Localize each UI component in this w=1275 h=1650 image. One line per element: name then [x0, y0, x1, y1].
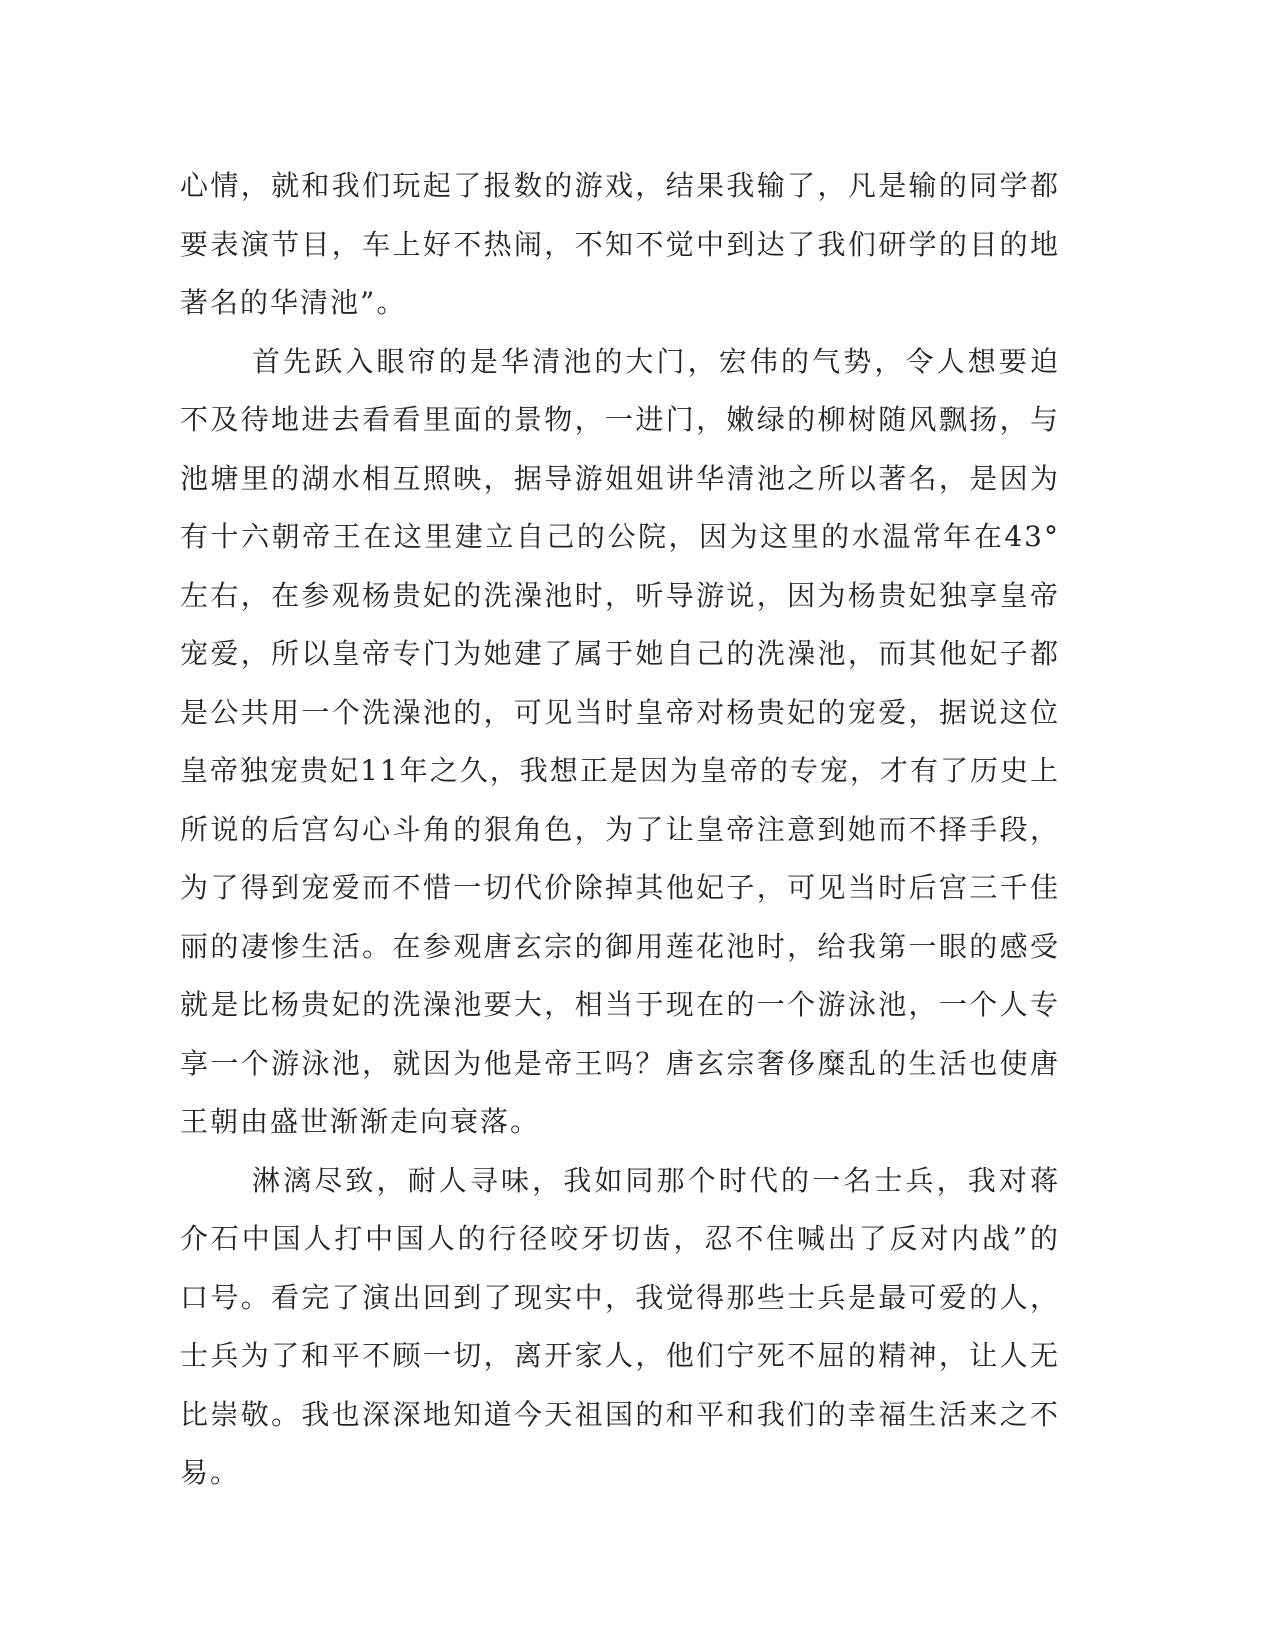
paragraph-1: 心情，就和我们玩起了报数的游戏，结果我输了，凡是输的同学都要表演节目，车上好不热闹，不知不觉中到达了我们研学的目的地著名的华清池”。 — [180, 169, 1060, 319]
paragraph-3: 淋漓尽致，耐人寻味，我如同那个时代的一名士兵，我对蒋介石中国人打中国人的行径咬牙切齿，忍不住喊出了反对内战”的口号。看完了演出回到了现实中，我觉得那些士兵是最可爱的人，士兵为了和平不顾一切，离开家人，他们宁死不屈的精神，让人无比崇敬。我也深深地知道今天祖国的和平和我们的幸福生活来之不易。 — [180, 1163, 1060, 1489]
paragraph-2: 首先跃入眼帘的是华清池的大门，宏伟的气势，令人想要迫不及待地进去看看里面的景物，一进门，嫩绿的柳树随风飘扬，与池塘里的湖水相互照映，据导游姐姐讲华清池之所以著名，是因为有十六朝帝王在这里建立自己的公院，因为这里的水温常年在43°左右，在参观杨贵妃的洗澡池时，听导游说，因为杨贵妃独享皇帝宠爱，所以皇帝专门为她建了属于她自己的洗澡池，而其他妃子都是公共用一个洗澡池的，可见当时皇帝对杨贵妃的宠爱，据说这位皇帝独宠贵妃11年之久，我想正是因为皇帝的专宠，才有了历史上所说的后宫勾心斗角的狠角色，为了让皇帝注意到她而不择手段，为了得到宠爱而不惜一切代价除掉其他妃子，可见当时后宫三千佳丽的凄惨生活。在参观唐玄宗的御用莲花池时，给我第一眼的感受就是比杨贵妃的洗澡池要大，相当于现在的一个游泳池，一个人专享一个游泳池，就因为他是帝王吗？唐玄宗奢侈糜乱的生活也使唐王朝由盛世渐渐走向衰落。 — [180, 344, 1060, 1138]
document-body — [180, 157, 1060, 1503]
